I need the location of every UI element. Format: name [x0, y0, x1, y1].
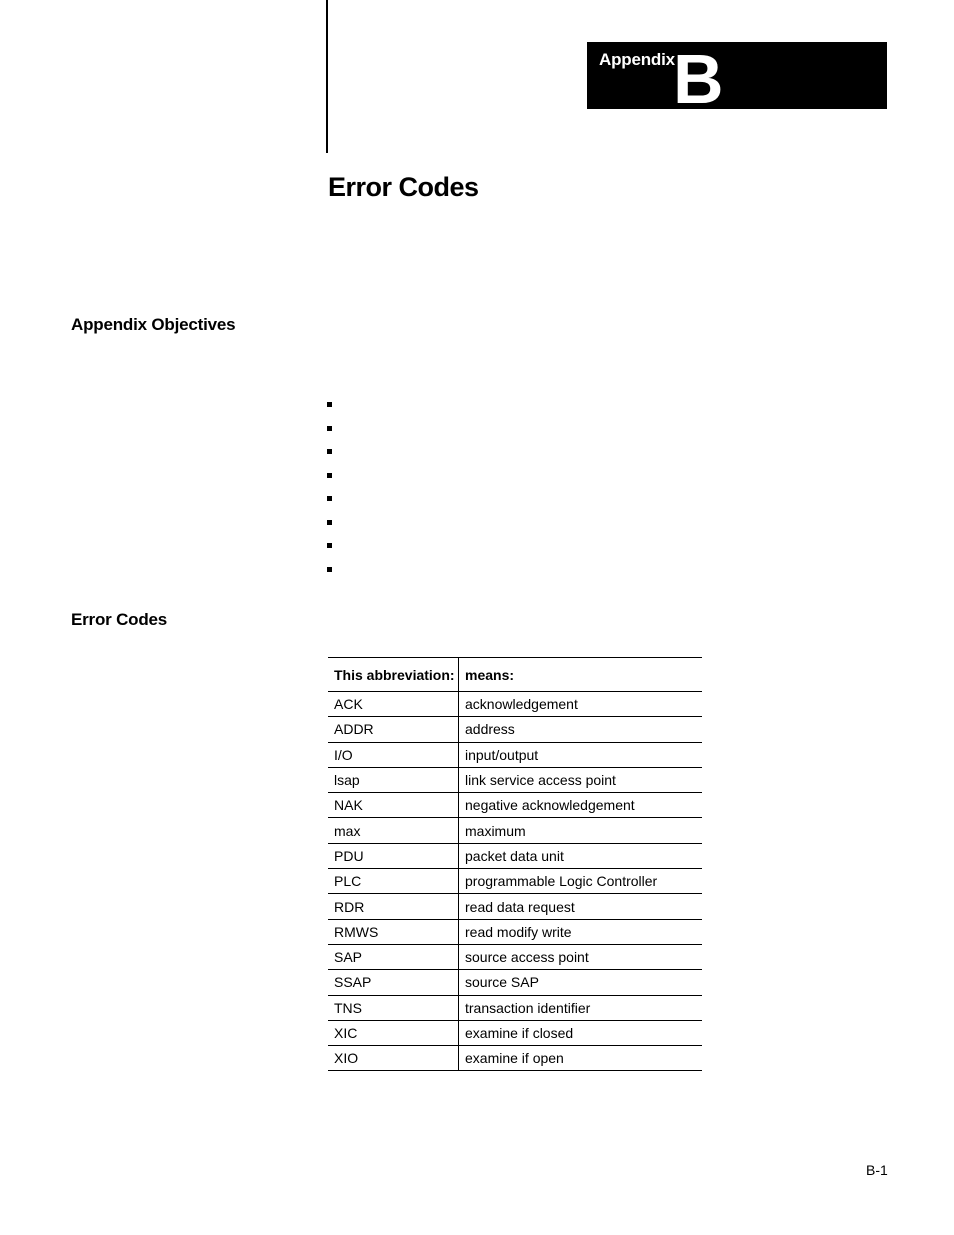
meaning-cell: packet data unit: [459, 843, 703, 868]
meaning-cell: input/output: [459, 742, 703, 767]
meaning-cell: link service access point: [459, 767, 703, 792]
abbreviation-cell: SAP: [328, 944, 459, 969]
meaning-cell: read data request: [459, 894, 703, 919]
table-row: [328, 970, 702, 995]
bullet-icon: [327, 496, 332, 501]
table-row: [328, 869, 702, 894]
abbreviation-cell: TNS: [328, 995, 459, 1020]
page-title: Error Codes: [328, 172, 479, 202]
table-row: [328, 767, 702, 792]
meaning-cell: read modify write: [459, 919, 703, 944]
table-row: [328, 894, 702, 919]
meaning-cell: examine if open: [459, 1046, 703, 1071]
appendix-tab: [587, 40, 887, 118]
meaning-cell: programmable Logic Controller: [459, 869, 703, 894]
meaning-cell: source access point: [459, 944, 703, 969]
abbreviation-cell: ACK: [328, 692, 459, 717]
appendix-label: Appendix: [599, 50, 675, 69]
table-row: [328, 995, 702, 1020]
abbreviation-cell: lsap: [328, 767, 459, 792]
abbreviation-cell: XIC: [328, 1020, 459, 1045]
abbreviation-cell: max: [328, 818, 459, 843]
abbreviation-cell: RMWS: [328, 919, 459, 944]
table-row: [328, 944, 702, 969]
table-row: [328, 1020, 702, 1045]
section-heading-objectives: Appendix Objectives: [71, 315, 236, 334]
abbreviation-cell: XIO: [328, 1046, 459, 1071]
appendix-letter: B: [673, 40, 722, 118]
meaning-cell: maximum: [459, 818, 703, 843]
table-row: [328, 843, 702, 868]
abbreviation-cell: I/O: [328, 742, 459, 767]
meaning-cell: source SAP: [459, 970, 703, 995]
abbreviation-cell: RDR: [328, 894, 459, 919]
table-row: [328, 818, 702, 843]
abbreviation-table: [328, 657, 702, 1071]
abbreviation-cell: NAK: [328, 793, 459, 818]
abbreviation-cell: PLC: [328, 869, 459, 894]
bullet-icon: [327, 402, 332, 407]
meaning-cell: address: [459, 717, 703, 742]
column-header-abbreviation: This abbreviation:: [328, 658, 459, 692]
column-header-means: means:: [459, 658, 703, 692]
bullet-icon: [327, 567, 332, 572]
page-number: B-1: [866, 1162, 888, 1178]
bullet-icon: [327, 426, 332, 431]
table-row: [328, 717, 702, 742]
table-row: [328, 742, 702, 767]
abbreviation-cell: PDU: [328, 843, 459, 868]
meaning-cell: negative acknowledgement: [459, 793, 703, 818]
table-row: [328, 692, 702, 717]
bullet-icon: [327, 449, 332, 454]
abbreviation-cell: ADDR: [328, 717, 459, 742]
bullet-icon: [327, 543, 332, 548]
abbreviation-cell: SSAP: [328, 970, 459, 995]
bullet-icon: [327, 473, 332, 478]
margin-vertical-rule: [326, 0, 328, 153]
table-header-row: [328, 658, 702, 692]
bullet-icon: [327, 520, 332, 525]
table-row: [328, 793, 702, 818]
meaning-cell: transaction identifier: [459, 995, 703, 1020]
section-heading-error-codes: Error Codes: [71, 610, 168, 629]
table-row: [328, 919, 702, 944]
meaning-cell: acknowledgement: [459, 692, 703, 717]
meaning-cell: examine if closed: [459, 1020, 703, 1045]
table-row: [328, 1046, 702, 1071]
